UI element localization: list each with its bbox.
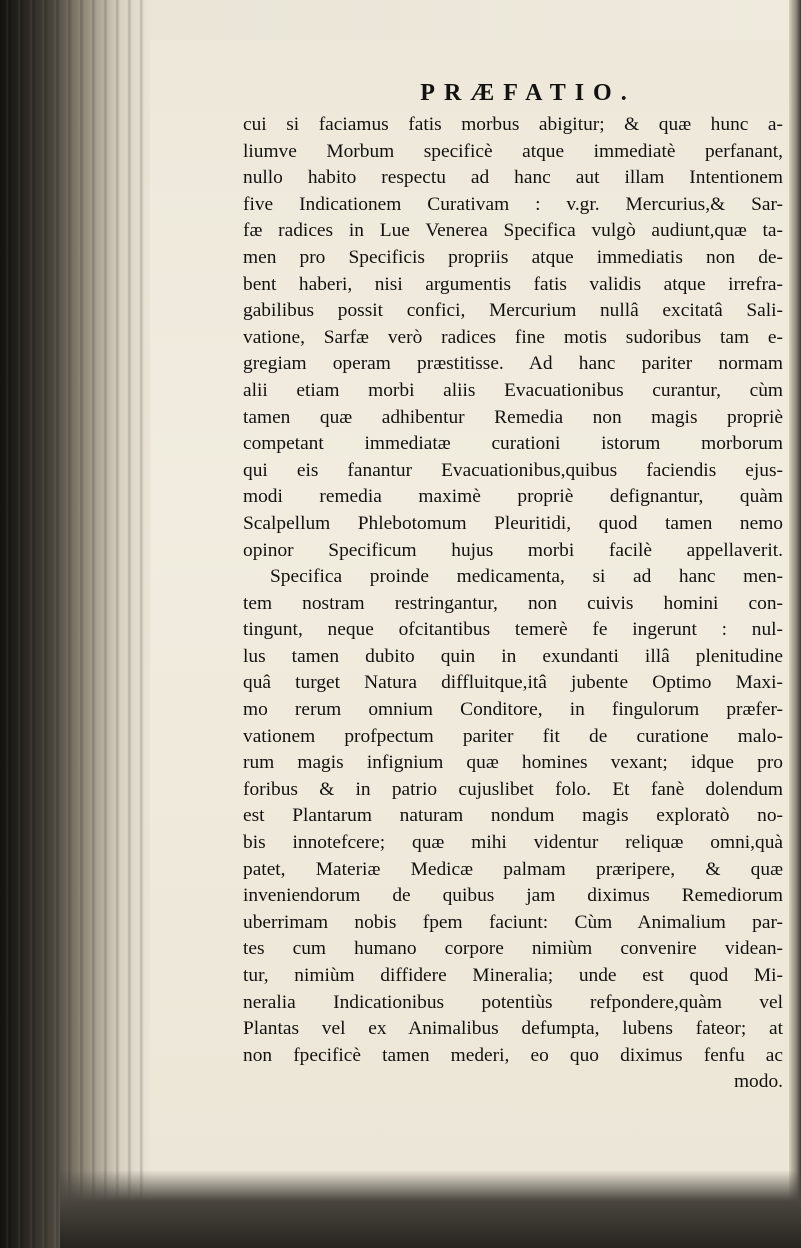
running-head: PRÆFATIO. xyxy=(420,80,636,106)
text-line: tem nostram restringantur, non cuivis homini con- xyxy=(243,592,783,614)
text-line: mo rerum omnium Conditore, in fingulorum præfer- xyxy=(243,699,783,721)
text-line: nullo habito respectu ad hanc aut illam Intentionem xyxy=(243,167,783,189)
text-line: tur, nimiùm diffidere Mineralia; unde est quod Mi- xyxy=(243,965,783,986)
text-line: est Plantarum naturam nondum magis exploratò no- xyxy=(243,805,783,827)
text-line: five Indicationem Curativam : v.gr. Mercurius,& Sar- xyxy=(243,193,783,215)
text-line: inveniendorum de quibus jam diximus Remediorum xyxy=(243,885,783,907)
text-line: modo. xyxy=(733,1071,783,1093)
text-line: foribus & in patrio cujuslibet folo. Et fanè dolendum xyxy=(243,778,783,800)
page-right-edge xyxy=(789,0,801,1248)
text-line: rum magis infignium quæ homines vexant; idque pro xyxy=(243,752,783,774)
text-line: opinor Specificum hujus morbi facilè appellaverit. xyxy=(243,539,783,561)
body-text xyxy=(243,112,783,1096)
text-line: vationem profpectum pariter fit de curatione malo- xyxy=(243,725,783,747)
text-line: lus tamen dubito quin in exundanti illâ plenitudine xyxy=(243,645,783,667)
text-line: uberrimam nobis fpem faciunt: Cùm Animalium par- xyxy=(243,911,783,933)
text-line: Specifica proinde medicamenta, si ad hanc men- xyxy=(270,566,783,588)
book-gutter-binding xyxy=(0,0,150,1248)
text-line: bis innotefcere; quæ mihi videntur reliquæ omni,quà xyxy=(243,832,783,854)
text-line: neralia Indicationibus potentiùs refpondere,quàm vel xyxy=(243,991,783,1013)
text-line: gregiam operam præstitisse. Ad hanc pariter normam xyxy=(243,353,783,375)
page-bottom-shadow xyxy=(60,1170,801,1248)
text-line: alii etiam morbi aliis Evacuationibus curantur, cùm xyxy=(243,379,783,401)
text-line: vatione, Sarfæ verò radices fine motis sudoribus tam e- xyxy=(243,326,783,348)
text-line: Scalpellum Phlebotomum Pleuritidi, quod tamen nemo xyxy=(243,512,783,534)
text-line: liumve Morbum specificè atque immediatè perfanant, xyxy=(243,140,783,162)
text-line: bent haberi, nisi argumentis fatis validis atque irrefra- xyxy=(243,273,783,295)
text-line: tingunt, neque ofcitantibus temerè fe ingerunt : nul- xyxy=(243,619,783,641)
text-line: patet, Materiæ Medicæ palmam præripere, & quæ xyxy=(243,858,783,880)
text-line: non fpecificè tamen mederi, eo quo diximus fenfu ac xyxy=(243,1044,783,1066)
page-content xyxy=(243,78,783,1096)
text-line: men pro Specificis propriis atque immediatis non de- xyxy=(243,246,783,268)
text-line: competant immediatæ curationi istorum morborum xyxy=(243,433,783,455)
text-line: quâ turget Natura diffluitque,itâ jubente Optimo Maxi- xyxy=(243,672,783,694)
text-line: tes cum humano corpore nimiùm convenire videan- xyxy=(243,938,783,960)
text-line: tamen quæ adhibentur Remedia non magis propriè xyxy=(243,406,783,428)
text-line: Plantas vel ex Animalibus defumpta, lubens fateor; at xyxy=(243,1018,783,1040)
text-line: fæ radices in Lue Venerea Specifica vulgò audiunt,quæ ta- xyxy=(243,220,783,242)
text-line: cui si faciamus fatis morbus abigitur; & quæ hunc a- xyxy=(243,114,783,135)
text-line: gabilibus possit confici, Mercurium nullâ excitatâ Sali- xyxy=(243,300,783,322)
text-line: modi remedia maximè propriè defignantur, quàm xyxy=(243,486,783,508)
text-line: qui eis fanantur Evacuationibus,quibus faciendis ejus- xyxy=(243,459,783,481)
